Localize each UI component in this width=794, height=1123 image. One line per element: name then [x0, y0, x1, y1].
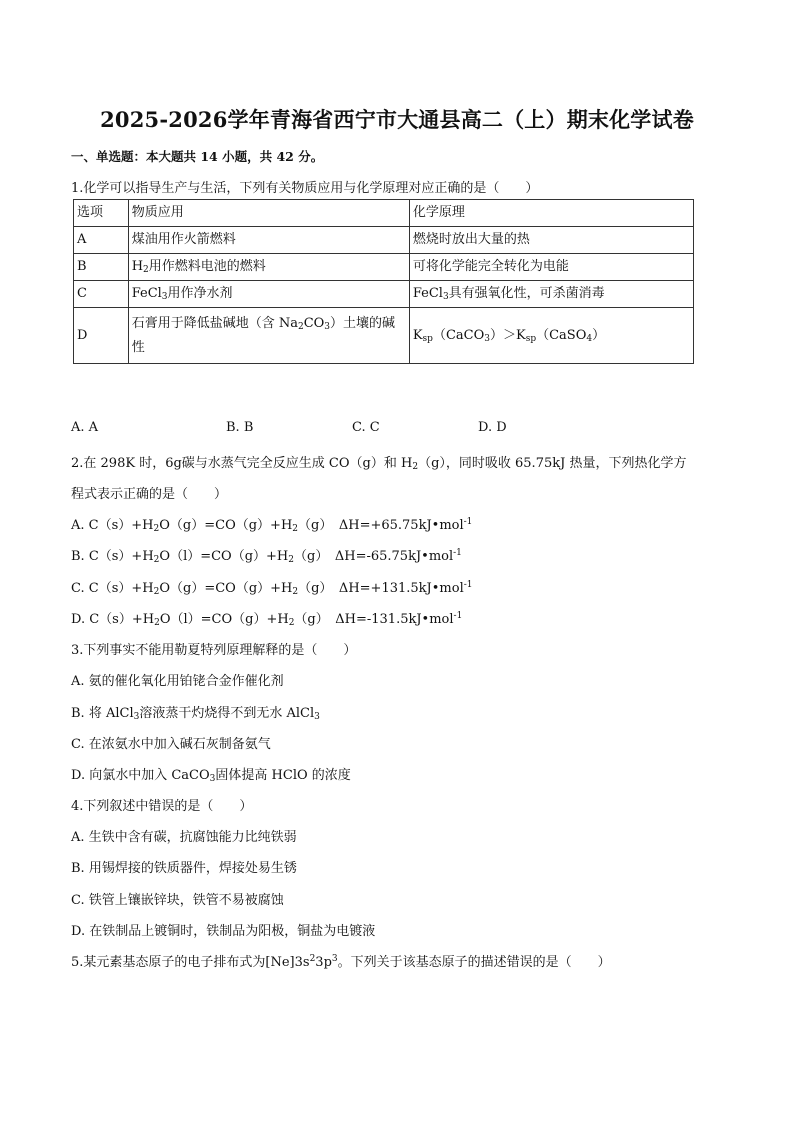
row-application: 煤油用作火箭燃料	[128, 227, 409, 254]
table-row	[74, 227, 694, 254]
row-principle: 燃烧时放出大量的热	[409, 227, 693, 254]
row-application: $H_2$用作燃料电池的燃料	[128, 254, 409, 281]
header-principle: 化学原理	[409, 200, 693, 227]
q3-option-a[interactable]: A. 氨的催化氧化用铂铑合金作催化剂	[71, 674, 284, 689]
row-option: C	[74, 281, 129, 308]
header-application: 物质应用	[128, 200, 409, 227]
row-application: FeCl$_3$用作净水剂	[128, 281, 409, 308]
q1-stem: 1.化学可以指导生产与生活，下列有关物质应用与化学原理对应正确的是（ ）	[71, 181, 539, 196]
q3-option-d[interactable]: D. 向氯水中加入 CaCO$_3$固体提高 HClO 的浓度	[71, 768, 351, 784]
q2-stem-line2: 程式表示正确的是（ ）	[71, 487, 228, 502]
q1-option-d[interactable]: D. D	[478, 420, 507, 435]
header-option: 选项	[74, 200, 129, 227]
q1-option-c[interactable]: C. C	[352, 420, 380, 435]
table-row	[74, 281, 694, 308]
q1-options	[71, 420, 631, 438]
q3-stem: 3.下列事实不能用勒夏特列原理解释的是（ ）	[71, 643, 357, 658]
q1-option-a[interactable]: A. A	[71, 420, 99, 435]
q2-stem-line1: 2.在 298K 时，6g碳与水蒸气完全反应生成 CO（g）和 $H_2(g)$，同时吸收 65.75kJ 热量，下列热化学方	[71, 456, 687, 472]
row-application: 石膏用于降低盐碱地（含 $Na_2CO_3$）土壤的碱 性	[128, 308, 409, 364]
q3-option-b[interactable]: B. 将 AlCl$_3$溶液蒸干灼烧得不到无水 AlCl$_3$	[71, 706, 320, 722]
q1-option-b[interactable]: B. B	[226, 420, 254, 435]
q2-option-a[interactable]: A. $C(s)+H_2O(g)=CO(g)+H_2(g)$ ΔH=+65.75kJ•mol$^{-1}$	[71, 517, 473, 534]
table-row	[74, 308, 694, 364]
q4-stem: 4.下列叙述中错误的是（ ）	[71, 799, 253, 814]
q2-option-c[interactable]: C. $C(s)+H_2O(g)=CO(g)+H_2(g)$ ΔH=+131.5kJ•mol$^{-1}$	[71, 580, 473, 597]
exam-title: 2025-2026学年青海省西宁市大通县高二（上）期末化学试卷	[100, 107, 694, 132]
q4-option-b[interactable]: B. 用锡焊接的铁质器件，焊接处易生锈	[71, 861, 297, 876]
row-option: A	[74, 227, 129, 254]
q2-option-b[interactable]: B. $C(s)+H_2O(l)=CO(g)+H_2(g)$ ΔH=-65.75kJ•mol$^{-1}$	[71, 548, 462, 565]
q2-option-d[interactable]: D. $C(s)+H_2O(l)=CO(g)+H_2(g)$ ΔH=-131.5kJ•mol$^{-1}$	[71, 611, 463, 628]
q5-stem: 5.某元素基态原子的电子排布式为$[Ne]3s^23p^3$。下列关于该基态原子的描述错误的是（ ）	[71, 954, 611, 970]
q1-table	[73, 199, 694, 364]
row-principle: $K_{sp}(CaCO_3)>K_{sp}(CaSO_4)$	[409, 308, 693, 364]
table-header-row	[74, 200, 694, 227]
row-principle: 可将化学能完全转化为电能	[409, 254, 693, 281]
row-option: D	[74, 308, 129, 364]
q4-option-c[interactable]: C. 铁管上镶嵌锌块，铁管不易被腐蚀	[71, 893, 284, 908]
row-principle: FeCl$_3$具有强氧化性，可杀菌消毒	[409, 281, 693, 308]
q3-option-c[interactable]: C. 在浓氨水中加入碱石灰制备氨气	[71, 737, 271, 752]
section-heading: 一、单选题：本大题共 14 小题，共 42 分。	[71, 149, 324, 164]
q4-option-a[interactable]: A. 生铁中含有碳，抗腐蚀能力比纯铁弱	[71, 830, 297, 845]
table-row	[74, 254, 694, 281]
row-option: B	[74, 254, 129, 281]
q4-option-d[interactable]: D. 在铁制品上镀铜时，铁制品为阳极，铜盐为电镀液	[71, 924, 376, 939]
